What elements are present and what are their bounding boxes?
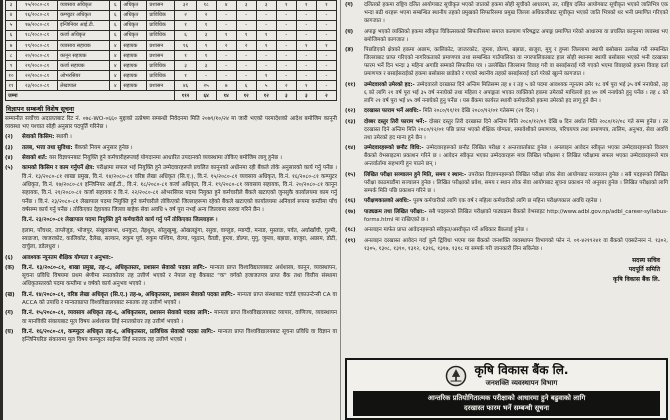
table-cell: १५/२०८०-८१: [17, 1, 58, 11]
item-text: [22, 254, 337, 262]
table-cell: -: [296, 11, 316, 21]
table-cell: -: [316, 61, 336, 71]
table-cell: -: [216, 71, 236, 81]
table-cell: प्रशासन: [147, 81, 175, 91]
table-cell: -: [236, 71, 256, 81]
item-title: कामको किसिम र काम गर्नुपर्ने क्षेत्र:: [22, 165, 97, 172]
table-cell: २: [196, 11, 216, 21]
table-cell: १: [256, 31, 276, 41]
item-label: (ख): [5, 291, 15, 298]
table-cell: १: [256, 41, 276, 51]
table-cell: २५: [196, 81, 216, 91]
table-cell: ४: [110, 41, 121, 51]
table-cell: ७: [216, 81, 236, 91]
table-cell: सहायक: [121, 71, 147, 81]
item-text: दलितको हकमा राष्ट्रिय दलित आयोगबाट सूचीकृत भएको जातको हकमा सोही सूचीको आधारमा, तर, राष्ट्रिय दलित आयोगबाट सूचीकृत भएको जातिभित्र एक भन्दा बढी थरहरू भएमा सम्बन्धित स्थानीय तहको प्रमुखको सिफारिसमा प्रमुख जिल्ला अधिकारीबाट सूचीकृत भएको जाति भित्रको थर भनी प्रमाणित गरिएको कागजात ।: [364, 2, 668, 24]
department-name: जनशक्ति व्यवस्थापन विभाग: [485, 378, 558, 387]
table-cell: अधिकृत: [121, 21, 147, 31]
item-text: परीक्षणकालको अवधि:- पुरुष कर्मचारीको लागि एक वर्ष र महिला कर्मचारीको लागि छ महिना परीक्षणकाल अवधि रहनेछ ।: [364, 198, 602, 204]
table-cell: अधिकृत: [121, 1, 147, 11]
table-cell: -: [296, 61, 316, 71]
table-cell: प्रशासन: [147, 41, 175, 51]
table-cell: १: [296, 1, 316, 11]
table-cell: -: [316, 11, 336, 21]
table-cell: १: [196, 21, 216, 31]
table-row: [6, 61, 337, 71]
table-cell: ११: [6, 81, 17, 91]
item-title: सेवाको किसिम:: [22, 134, 57, 141]
table-cell: २: [216, 41, 236, 51]
table-cell: -: [236, 61, 256, 71]
table-cell: १: [276, 1, 296, 11]
item-label: (१४): [345, 145, 356, 151]
table-cell: १: [175, 51, 196, 61]
table-cell: ३: [276, 91, 296, 101]
notice-item: [345, 46, 668, 78]
table-cell: प्राविधिक: [147, 31, 175, 41]
table-cell: ५: [6, 21, 17, 31]
item-title: दरखास्त फाराम भर्ने अवधि:-: [364, 108, 423, 114]
table-cell: १: [196, 51, 216, 61]
table-cell: -: [296, 51, 316, 61]
item-text: अनलाइन मार्फत प्राप्त आवेदनहरूको स्वीकृत/अस्वीकृत गर्ने अधिकार बैंकलाई हुनेछ ।: [364, 227, 528, 233]
table-cell: अधिकृत: [121, 31, 147, 41]
table-cell: सहायक: [121, 51, 147, 61]
item-label: (१२): [345, 108, 356, 114]
table-cell: -: [216, 61, 236, 71]
table-cell: सहायक: [121, 81, 147, 91]
vacancy-table: [5, 0, 337, 101]
item-label: (१९): [345, 237, 356, 244]
table-cell: ४: [6, 11, 17, 21]
table-cell: ६: [236, 81, 256, 91]
table-cell: १६/२०८०-८१: [17, 11, 58, 21]
table-cell: १: [216, 31, 236, 41]
item-text: सेवाको शर्त: यस विज्ञापनबाट नियुक्ति हुने कर्मचारीहरूलाई योगदानमा आधारित उपदानको व्यवस्थामा तोकिए बमोजिम लागू हुनेछ ।: [22, 155, 282, 162]
table-cell: ४: [110, 81, 121, 91]
item-text: दरखास्त फाराम भर्ने अवधि:- मिति २०८०/११/११ देखि २०८०/१२/०१ गतेसम्म (२१ दिन) ।: [364, 108, 539, 114]
table-cell: ६: [6, 31, 17, 41]
notice-item: [5, 254, 337, 262]
item-text: कामको किसिम र काम गर्नुपर्ने क्षेत्र: परीक्षामा सफल भई नियुक्ति हुने उम्मेदवारहरूले प्रचलित कानूनको अधीनमा रही बैंकले तोके अनुसारको कार्य गर्नु पर्नेछ । वि.नं. १३/२०८०-८१ शाखा प्रमुख, वि.नं. १४/२०८०-८१ वरिष्ठ लेखा अधिकृत (सि.ए.), वि.नं. १५/२०८०-८१ व्यवसाय अधिकृत, वि.नं. १६/२०८०-८१ कम्प्युटर अधिकृत, वि.नं. १७/२०८०-८१ इन्जिनियर आई.टी., वि.नं. १८/२०८०-८१ कर्जा अधिकृत, वि.नं. १९/२०८०-८१ व्यवसाय सहायक, वि.नं. २०/२०८०-८१ कानून सहायक, वि.नं. २१/२०८०-८१ कर्जा सहायक र वि.नं. २२/२०८०-८१ ओभरसियर पदमा नियुक्त हुने कर्मचारीले बैंकले खटाएको जुनसुकै कार्यालयमा काम गर्नु पर्नेछ । वि.नं. २३/२०८०-८१ लेखापाल पदमा नियुक्ति हुने कर्मचारीले तोकिएको जिल्लाहरूमा रहेको बैंकले खटाएको कार्यालयमा अनिवार्य रूपमा कम्तीमा पाँच वर्षसम्म कार्य गर्नु पर्नेछ । तोकिएका देहायका जिल्ला बाहेक सेवा अवधि ५ वर्ष पूरा नभई अन्य जिल्लामा सरुवा गरिने छैन ।: [22, 165, 337, 213]
item-title: तलब, भत्ता तथा सुविधा:: [22, 144, 75, 151]
table-cell: २१/२०८०-८१: [17, 61, 58, 71]
table-cell: प्रशासन: [147, 51, 175, 61]
table-cell: -: [276, 61, 296, 71]
section-heading: विज्ञापन सम्बन्धी विशेष सूचना: [6, 105, 75, 113]
item-label: (१३): [345, 118, 356, 125]
table-cell: कर्जा सहायक: [58, 61, 110, 71]
table-row: [6, 71, 337, 81]
table-cell: ११२: [175, 91, 196, 101]
table-cell: अधिकृत: [121, 11, 147, 21]
table-cell: १७/२०८०-८१: [17, 21, 58, 31]
table-cell: ६: [175, 31, 196, 41]
table-cell: कानून सहायक: [58, 51, 110, 61]
table-cell: १९/२०८०-८१: [17, 41, 58, 51]
signature-line-bank: कृषि विकास बैंक लि.: [613, 275, 660, 283]
item-text: दोब्बर दस्तुर तिरी फाराम भर्ने:- दोब्बर दस्तुर तिरी दरखास्त दिने अन्तिम मिति २०८०/१२/०१ देखि ७ दिन अर्थात मिति २०८०/१२/०८ गते सम्म हुनेछ । तर दरखास्त दिने अन्तिम मिति २०८०/१२/०१ पछि प्राप्त भएको शैक्षिक योग्यता, समावेशीको प्रमाणपत्र, परिचयपत्र तथा प्रमाणपत्र, तालिम, अनुभव, सेवा अवधि तथा उमेरको हद मान्य हुने छैन ।: [364, 118, 668, 141]
item-title: परीक्षणकालको अवधि:-: [364, 198, 414, 204]
notice-item: [345, 226, 668, 234]
table-cell: ४६: [175, 81, 196, 91]
item-title: वि.नं. १५/२०८०-८१, व्यवसाय अधिकृत तह-६, अधिकृतस्तर, प्रशासन सेवाको पदका लागि:-: [22, 310, 215, 317]
table-cell: -: [196, 71, 216, 81]
signature-line-committee: पदपूर्ति समिति: [628, 266, 660, 274]
table-cell: २: [276, 81, 296, 91]
table-cell: ३: [6, 1, 17, 11]
promotion-notice-line-1: आन्तरिक प्रतियोगितात्मक परीक्षाको आधारमा हुने बढुवाको लागि: [427, 393, 586, 402]
item-label: (१५): [345, 171, 356, 178]
table-cell: -: [236, 11, 256, 21]
table-cell: २३/२०८०-८१: [17, 81, 58, 91]
table-cell: ६: [110, 31, 121, 41]
table-cell: १४: [216, 91, 236, 101]
left-items-group-2: [5, 254, 337, 345]
table-cell: -: [276, 71, 296, 81]
table-cell: -: [316, 21, 336, 31]
notice-item: [5, 154, 337, 162]
table-cell: ७: [6, 41, 17, 51]
table-cell: ९: [196, 41, 216, 51]
banner-header: [353, 364, 660, 388]
item-title: वि.नं. १६/२०८०-८१, कम्प्युटर अधिकृत तह-६, अधिकृतस्तर, प्राविधिक सेवाको पदका लागि:-: [22, 329, 218, 335]
notice-item: [345, 208, 668, 224]
table-cell: १: [316, 41, 336, 51]
item-label: (६): [5, 254, 13, 261]
table-cell: ३: [296, 91, 316, 101]
banner-titles: [475, 364, 569, 388]
table-cell: -: [296, 31, 316, 41]
table-cell: जम्मा: [6, 91, 175, 101]
notice-item: [5, 328, 337, 345]
table-cell: -: [276, 51, 296, 61]
table-cell: १८: [196, 1, 216, 11]
table-cell: ८: [6, 51, 17, 61]
table-cell: २: [236, 41, 256, 51]
table-cell: ३२: [175, 1, 196, 11]
table-cell: -: [296, 21, 316, 31]
table-cell: ५: [256, 81, 276, 91]
item-title: दोब्बर दस्तुर तिरी फाराम भर्ने:-: [364, 118, 430, 125]
table-cell: प्राविधिक: [147, 21, 175, 31]
table-cell: कम्प्युटर अधिकृत: [58, 11, 110, 21]
table-row: [6, 41, 337, 51]
item-label: (१८): [345, 227, 356, 233]
table-cell: सहायक: [121, 41, 147, 51]
table-row: [6, 51, 337, 61]
table-cell: १२: [236, 91, 256, 101]
table-row: [6, 21, 337, 31]
notice-item: [5, 164, 337, 214]
districts-note: वि.नं. २३/२०८०-८१ लेखापाल पदमा नियुक्ति हुने कर्मचारीले कार्य गर्नु पर्ने तोकिएका जिल्लाहरू ।: [22, 217, 218, 224]
table-cell: १: [175, 21, 196, 31]
notice-item: [345, 81, 668, 105]
right-items-group: [345, 1, 668, 255]
table-row: [6, 81, 337, 91]
item-title: सेवाको शर्त:: [22, 155, 49, 162]
table-cell: ४: [110, 71, 121, 81]
notice-item: [345, 28, 668, 44]
item-text: वि.नं. १४/२०८०-८१, वरिष्ठ लेखा अधिकृत (सि.ए.) तह-७, अधिकृतस्तर, प्रशासन सेवाको पदका लागि:- मान्यता प्राप्त संस्थाबाट चार्टर्ड एकाउन्टेन्सी CA वा ACCA को उपाधि र मान्यताप्राप्त विश्वविद्यालयबाट स्नातक तह उत्तीर्ण भएको ।: [22, 291, 337, 307]
notice-item: [5, 133, 337, 141]
table-cell: १: [236, 31, 256, 41]
notice-item: [345, 197, 668, 205]
item-title: उम्मेदवारहरूको छनौट विधि:-: [364, 145, 427, 151]
notice-item: [345, 118, 668, 142]
table-cell: इन्जिनियर आई.टी.: [58, 21, 110, 31]
table-cell: -: [256, 11, 276, 21]
table-cell: व्यवसाय अधिकृत: [58, 1, 110, 11]
table-cell: २२/२०८०-८१: [17, 71, 58, 81]
item-title: आवश्यक न्यूनतम शैक्षिक योग्यता र अनुभव:-: [22, 254, 114, 261]
table-cell: प्राविधिक: [147, 71, 175, 81]
item-label: (३): [5, 144, 13, 151]
item-label: (१६): [345, 198, 356, 204]
table-cell: ९: [6, 61, 17, 71]
table-cell: -: [316, 81, 336, 91]
item-label: (२): [5, 134, 13, 141]
table-row: [6, 31, 337, 41]
table-cell: -: [216, 51, 236, 61]
table-cell: व्यवसाय सहायक: [58, 41, 110, 51]
table-cell: -: [276, 31, 296, 41]
item-title: लिखित परीक्षा सञ्चालन हुने मिति, समय र स्थान:-: [364, 171, 469, 178]
table-cell: ३: [196, 61, 216, 71]
table-cell: प्रशासन: [147, 1, 175, 11]
table-cell: -: [216, 11, 236, 21]
item-text: उम्मेदवारको उमेरको हद:- उम्मेदवारले दरखास्त दिने अन्तिम मितिसम्म तह ४ र तह ५ को पदमा आवश्यक न्यूनतम उमेर १८ वर्ष पूरा भई ३५ वर्ष ननाघेको, तह ६ को लागि २१ वर्ष पूरा भई ३५ वर्ष ननाघेको तथा महिला र अपाङ्गता भएका व्यक्तिको हकमा उमेरको माथिल्लो हद ४० वर्ष ननाघेको हुनु पर्नेछ । तह ८ को लागि २१ वर्ष पूरा भई ४५ वर्ष ननाघेको हुनु पर्नेछ । यस बैंकमा कार्यरत स्थायी कर्मचारीको हकमा उमेरको हद लागू हुने छैन ।: [364, 81, 669, 104]
item-text: उम्मेदवारहरूको छनौट विधि:- उम्मेदवारहरूको छनौट लिखित परीक्षा र अन्तरवार्ताबाट हुनेछ । अनलाइन आवेदन स्वीकृत भएका उम्मेदवारहरूको विवरण बैंकको वेभसाइटमा प्रकाशन गरिने छ । आवेदन स्वीकृत भएका उम्मेदवारहरू मात्र लिखित परीक्षामा र लिखित परीक्षामा सफल भएका उम्मेदवारहरूले मात्र अन्तर्वार्तामा सहभागी हुन पाउने छन् ।: [364, 145, 668, 167]
item-label: (ग): [5, 310, 14, 317]
table-cell: -: [316, 51, 336, 61]
item-text: पिछडिएको क्षेत्रको हकमा अछाम, कालिकोट, जाजरकोट, जुम्ला, डोल्पा, बझाङ, बाजुरा, मुगु र हुम्ला जिल्लामा स्थायी बसोबास उल्लेख गरी सम्बन्धित जिल्लाबाट प्राप्त गरिएको नागरिकताको प्रमाणपत्र तथा सम्बन्धित गाउँपालिका वा नगरपालिकाबाट हाल सोही स्थानमा स्थायी बसोबास भएको भनी दरखास्त फारम भर्ने दिन भन्दा ३ महिना अगाडि सम्मको सिफारिस पत्र । उल्लेखित जिल्लामा विवाह गरी वा बसाईसराई गरी गएको भएमा विवाहको हकमा विवाह दर्ता प्रमाणपत्र र बसाईसराईको हकमा बसोबास छाडेको र गएको स्थानीय तहको बसाईसराई दर्ता गरेको खुल्ने कागजात ।: [364, 47, 668, 77]
table-cell: प्राविधिक: [147, 61, 175, 71]
table-cell: -: [276, 21, 296, 31]
table-cell: ३: [256, 1, 276, 11]
item-label: (१७): [345, 208, 356, 215]
table-row: [6, 1, 337, 11]
intro-paragraph: सम्मानीत सर्वोच्च अदालतबाट रिट नं. ०७८-WO-०६६० मुद्दाको उत्प्रेषण सम्बन्धी निवेदनमा मिति २०७९/१०/२४ मा जारी भएको परमादेशको आदेश बमोजिम कानूनी व्यवस्था भए पश्चात सोही अनुसार पदपूर्ति गरिनेछ ।: [5, 115, 337, 131]
table-cell: -: [256, 51, 276, 61]
table-cell: प्राविधिक: [147, 11, 175, 21]
districts-list: इलाम, पाँचथर, ताप्लेजुङ, भोजपुर, संखुवासभा, धनकुटा, तेह्रथुम, सोलुखुम्बु, ओखलढुंगा, रसुवा, वाग्लुङ, म्याग्दी, मनाङ, मुस्ताङ, पर्वत, अर्घाखाँची, गुल्मी, स्याङजा, जाजरकोट, कालिकोट, दैलेख, सल्यान, रुकुम पूर्व, रुकुम पश्चिम, रोल्पा, प्यूठान, वैतडी, हुम्ला, डोल्पा, मुगु, जुम्ला, बझाङ, बाजुरा, अछाम, डोटी, दार्चुला, डडेलधुरा ।: [22, 227, 337, 251]
table-cell: १८/२०८०-८१: [17, 31, 58, 41]
table-cell: -: [276, 11, 296, 21]
item-label: (ग): [345, 2, 353, 8]
table-cell: ६: [110, 21, 121, 31]
table-cell: ४: [110, 51, 121, 61]
item-text: वि.नं. १३/२०८०-८१, शाखा प्रमुख, तह-८, अधिकृतस्तर, प्रशासन सेवाको पदका लागि:- मान्यता प्राप्त विश्वविद्यालयबाट अर्थशास्त्र, कानून, व्यवस्थापन, सूचना प्रविधि विषयमा प्रथम श्रेणीमा स्नातकोत्तर तह उत्तीर्ण भएको र नेपाल राष्ट्र बैंकबाट "क" वर्गको इजाजतपत्र प्राप्त बैंक तथा वित्तीय संस्थामा अधिकृतस्तरको पदमा कम्तीमा ४ वर्षको कार्य अनुभव भएको ।: [22, 264, 337, 288]
table-cell: -: [216, 21, 236, 31]
table-cell: सहायक: [121, 61, 147, 71]
table-cell: ३: [175, 61, 196, 71]
adbl-logo-icon: [445, 365, 467, 387]
item-text: वि.नं. १६/२०८०-८१, कम्प्युटर अधिकृत तह-६, अधिकृतस्तर, प्राविधिक सेवाको पदका लागि:- मान्यता प्राप्त विश्वविद्यालयबाट सूचना प्रविधि वा विज्ञान वा इन्जिनियरिङ संकायमा मूल विषय कम्प्युटर साईन्स लिई स्नातक तह उत्तीर्ण भएको ।: [22, 329, 338, 344]
promotion-banner: [345, 358, 668, 420]
table-cell: लेखापाल: [58, 81, 110, 91]
item-text: सेवाको किसिम: स्थायी ।: [22, 134, 72, 141]
table-cell: ६४: [196, 91, 216, 101]
table-cell: १०: [6, 71, 17, 81]
table-cell: ४: [110, 61, 121, 71]
table-cell: ६: [110, 11, 121, 21]
item-label: (ङ): [345, 47, 354, 53]
table-cell: -: [296, 71, 316, 81]
table-cell: ४: [216, 1, 236, 11]
table-cell: कर्जा अधिकृत: [58, 31, 110, 41]
table-cell: -: [316, 71, 336, 81]
notice-item: [5, 144, 337, 152]
left-column: [3, 0, 341, 420]
signature-line-role: सदस्य सचिव: [632, 257, 660, 264]
table-cell: १: [256, 71, 276, 81]
notice-item: [345, 144, 668, 168]
item-text: तलब, भत्ता तथा सुविधा: बैंकको नियम अनुसार हुनेछ ।: [22, 144, 133, 151]
item-title: वि.नं. १४/२०८०-८१, वरिष्ठ लेखा अधिकृत (सि.ए.) तह-७, अधिकृतस्तर, प्रशासन सेवाको पदका लागि:-: [22, 291, 238, 298]
item-label: (घ): [345, 28, 354, 35]
notice-item: [345, 1, 668, 25]
left-items-group: [5, 133, 337, 214]
table-cell: २: [316, 91, 336, 101]
table-cell: -: [236, 21, 256, 31]
table-cell: १: [296, 81, 316, 91]
item-label: (११): [345, 81, 356, 88]
item-text: लिखित परीक्षा सञ्चालन हुने मिति, समय र स्थान:- उपरोक्त विज्ञापनहरूको लिखित परीक्षा लोक सेवा आयोगबाट सञ्चालन हुनेछ । सबै पदहरूको लिखित परीक्षा काठमाडौंमा सञ्चालन हुनेछ । लिखित परीक्षाको प्रवेश, समय र स्थान लोक सेवा आयोगबाट सूचना प्रकाशन गरे अनुसार हुनेछ । लिखित परीक्षाको लागि सम्पर्क मिति पछि प्रकाशन गरिने छ ।: [364, 171, 668, 194]
table-cell: -: [256, 21, 276, 31]
notice-item: [5, 291, 337, 308]
promotion-notice-title: [353, 391, 660, 416]
table-cell: १६: [175, 41, 196, 51]
table-cell: २०/२०८०-८१: [17, 51, 58, 61]
item-text: पाठ्यक्रम तथा लिखित परीक्षा:- सबै पदहरूको लिखित परीक्षाको पाठ्यक्रम बैंकको वेभसाइट http://www.adbl.gov.np/adbl_career-syllabus-forms.html मा राखिएको छ ।: [364, 208, 668, 223]
item-label: (क): [5, 264, 15, 271]
bank-name: कृषि विकास बैंक लि.: [474, 363, 569, 377]
table-cell: -: [276, 41, 296, 51]
table-cell: -: [316, 31, 336, 41]
table-cell: १२: [256, 91, 276, 101]
item-title: पाठ्यक्रम तथा लिखित परीक्षा:-: [364, 208, 429, 215]
table-cell: १: [316, 1, 336, 11]
table-cell: १: [175, 71, 196, 81]
item-text: वि.नं. १५/२०८०-८१, व्यवसाय अधिकृत तह-६, अधिकृतस्तर, प्रशासन सेवाको पदका लागि:- मान्यता प्राप्त विश्वविद्यालयबाट व्यापार, वाणिज्य, व्यवस्थापन वा मानविकी संकायबाट मूल विषय अर्थशास्त्र लिई स्नातकोत्तर तह उत्तीर्ण भएको ।: [22, 310, 337, 325]
table-cell: ओभरसियर: [58, 71, 110, 81]
promotion-notice-line-2: दरखास्त फारम भर्ने सम्बन्धी सूचना: [463, 403, 550, 412]
table-cell: १: [296, 41, 316, 51]
table-cell: -: [236, 51, 256, 61]
item-label: (४): [5, 155, 13, 162]
table-row: [6, 11, 337, 21]
table-cell: ३: [196, 31, 216, 41]
signature-block: [345, 256, 660, 284]
notice-item: [5, 309, 337, 326]
notice-item: [345, 171, 668, 195]
item-title: वि.नं. १३/२०८०-८१, शाखा प्रमुख, तह-८, अधिकृतस्तर, प्रशासन सेवाको पदका लागि:-: [22, 264, 210, 271]
table-cell: ६: [110, 1, 121, 11]
notice-item: [345, 107, 668, 115]
table-cell: -: [256, 61, 276, 71]
table-total-row: [6, 91, 337, 101]
item-text: अनलाइन दरखास्त आवेदन गर्दा कुनै द्विविधा भएमा यस बैंकको जनशक्ति व्यवस्थापन विभागको फोन नं. ०१-४२१९२४१ वा बैंकको एक्सटेन्सन नं. १३०२, १३०५, १३०८, १३१०, १३१२, १३१६, १३१७, १३१८ मा सम्पर्क गरी जानकारी लिन सकिनेछ ।: [364, 237, 668, 252]
notice-item: [5, 264, 337, 289]
item-text: अपाङ्ग भएको व्यक्तिको हकमा स्वीकृत चिकित्सकको सिफारिसमा समाज कल्याण परिषद्बाट अपाङ्ग प्रमाणित गरेको आधारमा वा प्रचलित कानूनमा व्यवस्था भए बमोजिमको कागजात ।: [364, 28, 668, 43]
table-cell: ३: [236, 1, 256, 11]
item-title: उम्मेदवारको उमेरको हद:-: [364, 81, 417, 88]
item-label: (घ): [5, 329, 14, 335]
notice-item: [345, 237, 668, 253]
table-cell: २: [175, 11, 196, 21]
item-label: (५): [5, 165, 13, 172]
right-column: [341, 0, 670, 420]
